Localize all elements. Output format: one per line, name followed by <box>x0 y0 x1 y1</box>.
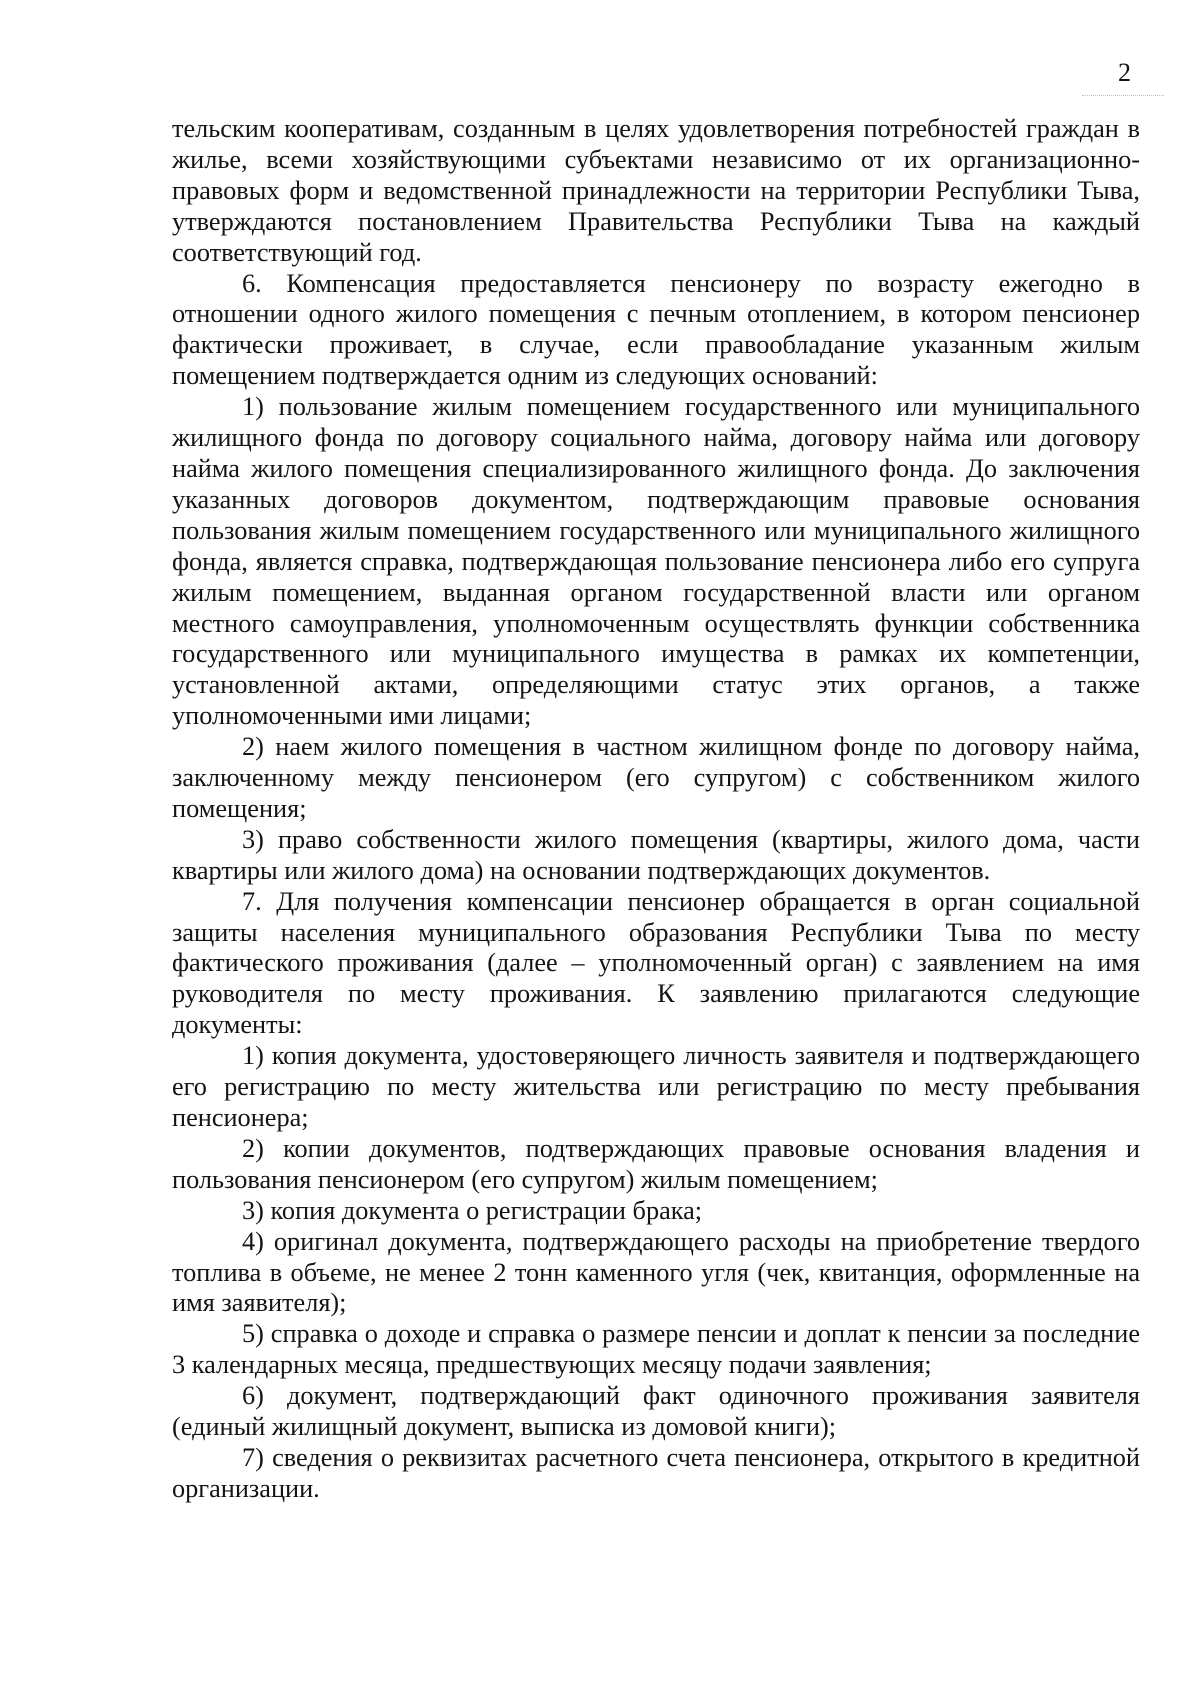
paragraph-subitem-6-3: 3) право собственности жилого помещения (квартиры, жилого дома, части квартиры или жилого дома) на основании подтверждающих документов. <box>172 824 1140 885</box>
paragraph-item-6: 6. Компенсация предоставляется пенсионеру по возрасту ежегодно в отношении одного жилого помещения с печным отоплением, в котором пенсионер фактически проживает, в случае, если правообладание указанным жилым помещением подтверждается одним из следующих оснований: <box>172 268 1140 391</box>
page-number: 2 <box>1118 58 1131 87</box>
paragraph-subitem-7-4: 4) оригинал документа, подтверждающего расходы на приобретение твердого топлива в объеме, не менее 2 тонн каменного угля (чек, квитанция, оформленные на имя заявителя); <box>172 1226 1140 1318</box>
document-body <box>172 114 1140 1505</box>
paragraph-subitem-7-1: 1) копия документа, удостоверяющего личность заявителя и подтверждающего его регистрацию по месту жительства или регистрацию по месту пребывания пенсионера; <box>172 1041 1140 1132</box>
paragraph-subitem-7-6: 6) документ, подтверждающий факт одиночного проживания заявителя (единый жилищный документ, выписка из домовой книги); <box>172 1381 1140 1442</box>
paragraph-item-7: 7. Для получения компенсации пенсионер обращается в орган социальной защиты населения муниципального образования Республики Тыва по месту фактического проживания (далее – уполномоченный орган) с заявлением на имя руководителя по месту проживания. К заявлению прилагаются следующие документы: <box>172 886 1140 1040</box>
paragraph-subitem-7-2: 2) копии документов, подтверждающих правовые основания владения и пользования пенсионером (его супругом) жилым помещением; <box>172 1133 1140 1194</box>
paragraph-subitem-6-2: 2) наем жилого помещения в частном жилищном фонде по договору найма, заключенному между пенсионером (его супругом) с собственником жилого помещения; <box>172 732 1140 823</box>
paragraph-continuation: тельским кооперативам, созданным в целях удовлетворения потребностей граждан в жилье, всеми хозяйствующими субъектами независимо от их организационно-правовых форм и ведомственной принадлежности на территории Республики Тыва, утверждаются постановлением Правительства Республики Тыва на каждый соответствующий год. <box>172 114 1140 267</box>
paragraph-subitem-7-7: 7) сведения о реквизитах расчетного счета пенсионера, открытого в кредитной организации. <box>172 1442 1140 1503</box>
scan-artifact <box>1082 95 1164 98</box>
paragraph-subitem-6-1: 1) пользование жилым помещением государственного или муниципального жилищного фонда по договору социального найма, договору найма или договору найма жилого помещения специализированного жилищного фонда. До заключения указанных договоров документом, подтверждающим правовые основания пользования жилым помещением государственного или муниципального жилищного фонда, является справка, подтверждающая пользование пенсионера либо его супруга жилым помещением, выданная органом государственной власти или органом местного самоуправления, уполномоченным осуществлять функции собственника государственного или муниципального имущества в рамках их компетенции, установленной актами, определяющими статус этих органов, а также уполномоченными ими лицами; <box>172 392 1140 731</box>
paragraph-subitem-7-3: 3) копия документа о регистрации брака; <box>242 1195 703 1225</box>
paragraph-subitem-7-5: 5) справка о доходе и справка о размере пенсии и доплат к пенсии за последние 3 календарных месяца, предшествующих месяцу подачи заявления; <box>172 1319 1140 1380</box>
